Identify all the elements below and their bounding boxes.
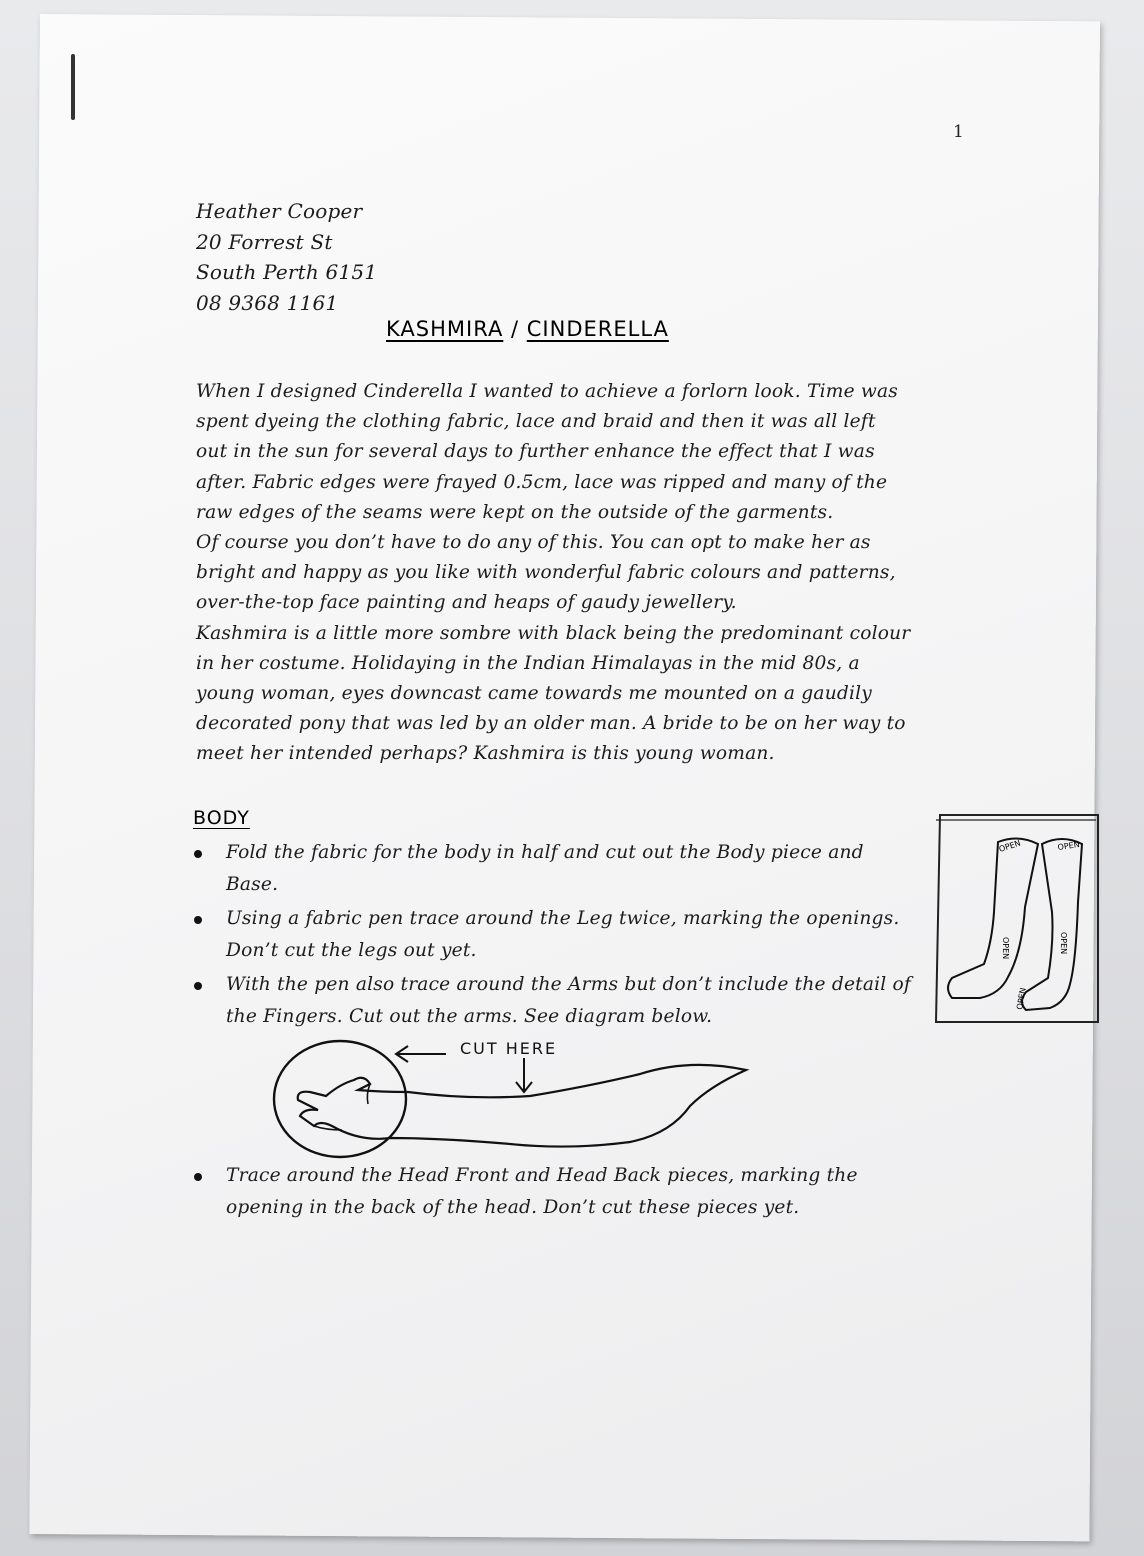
cut-here-arrow xyxy=(516,1058,532,1092)
list-item-line: Trace around the Head Front and Head Back pieces, marking the xyxy=(226,1165,858,1186)
intro-line: after. Fabric edges were frayed 0.5cm, lace was ripped and many of the xyxy=(196,471,888,493)
address-street: 20 Forrest St xyxy=(196,229,333,254)
paper-sheet xyxy=(29,14,1100,1541)
address-suburb: South Perth 6151 xyxy=(196,260,378,284)
address-phone: 08 9368 1161 xyxy=(196,290,339,315)
cut-here-arrow xyxy=(396,1046,446,1062)
leg-open-label: OPEN xyxy=(1015,986,1028,1011)
intro-line: raw edges of the seams were kept on the outside of the garments. xyxy=(196,501,834,523)
leg-open-label: OPEN xyxy=(997,838,1022,854)
intro-line: young woman, eyes downcast came towards me mounted on a gaudily xyxy=(196,683,872,705)
intro-line: When I designed Cinderella I wanted to achieve a forlorn look. Time was xyxy=(196,381,899,402)
page-number: 1 xyxy=(953,122,964,142)
leg-open-label: OPEN xyxy=(1001,937,1010,960)
bullet-dot-icon xyxy=(194,850,202,858)
list-item xyxy=(194,1160,858,1223)
intro-line: Of course you don’t have to do any of this. You can opt to make her as xyxy=(196,532,871,554)
staple xyxy=(71,54,75,120)
arm-outline xyxy=(298,1065,746,1147)
cut-here-label: CUT HERE xyxy=(460,1039,558,1058)
intro-line: in her costume. Holidaying in the Indian Himalayas in the mid 80s, a xyxy=(196,652,860,674)
title-kashmira: KASHMIRA xyxy=(386,317,504,341)
bullet-dot-icon xyxy=(194,982,202,990)
intro-line: Kashmira is a little more sombre with black being the predominant colour xyxy=(196,622,911,644)
list-item-line: Don’t cut the legs out yet. xyxy=(226,939,477,961)
title-separator: / xyxy=(511,317,520,341)
arm-diagram xyxy=(270,1034,760,1164)
list-item xyxy=(194,837,954,900)
intro-line: bright and happy as you like with wonderful fabric colours and patterns, xyxy=(196,562,896,584)
address-name: Heather Cooper xyxy=(196,199,363,223)
address-block xyxy=(196,196,377,318)
intro-paragraph xyxy=(196,377,976,770)
hand-circle xyxy=(274,1041,406,1157)
legs-diagram xyxy=(930,812,1102,1026)
body-instructions-list xyxy=(194,837,954,1032)
intro-line: decorated pony that was led by an older man. A bride to be on her way to xyxy=(196,713,906,735)
document-title xyxy=(386,317,669,341)
body-section-heading: BODY xyxy=(193,807,250,829)
list-item-line: Base. xyxy=(226,873,279,895)
list-item-line: Using a fabric pen trace around the Leg twice, marking the openings. xyxy=(226,908,900,929)
left-leg-outline xyxy=(948,838,1038,998)
intro-line: spent dyeing the clothing fabric, lace and braid and then it was all left xyxy=(196,411,876,433)
list-item xyxy=(194,903,954,966)
bullet-dot-icon xyxy=(194,916,202,924)
title-cinderella: CINDERELLA xyxy=(526,317,669,341)
list-item-line: opening in the back of the head. Don’t cut these pieces yet. xyxy=(226,1196,800,1218)
list-item xyxy=(194,969,954,1032)
list-item-line: the Fingers. Cut out the arms. See diagram below. xyxy=(226,1005,713,1027)
leg-open-label: OPEN xyxy=(1059,932,1068,955)
intro-line: meet her intended perhaps? Kashmira is this young woman. xyxy=(196,743,775,765)
right-leg-outline xyxy=(1022,839,1082,1010)
intro-line: out in the sun for several days to further enhance the effect that I was xyxy=(196,441,875,463)
bullet-dot-icon xyxy=(194,1173,202,1181)
leg-open-label: OPEN xyxy=(1057,839,1081,852)
intro-line: over-the-top face painting and heaps of gaudy jewellery. xyxy=(196,592,737,614)
list-item-line: With the pen also trace around the Arms but don’t include the detail of xyxy=(226,974,911,995)
list-item-line: Fold the fabric for the body in half and cut out the Body piece and xyxy=(226,842,864,863)
